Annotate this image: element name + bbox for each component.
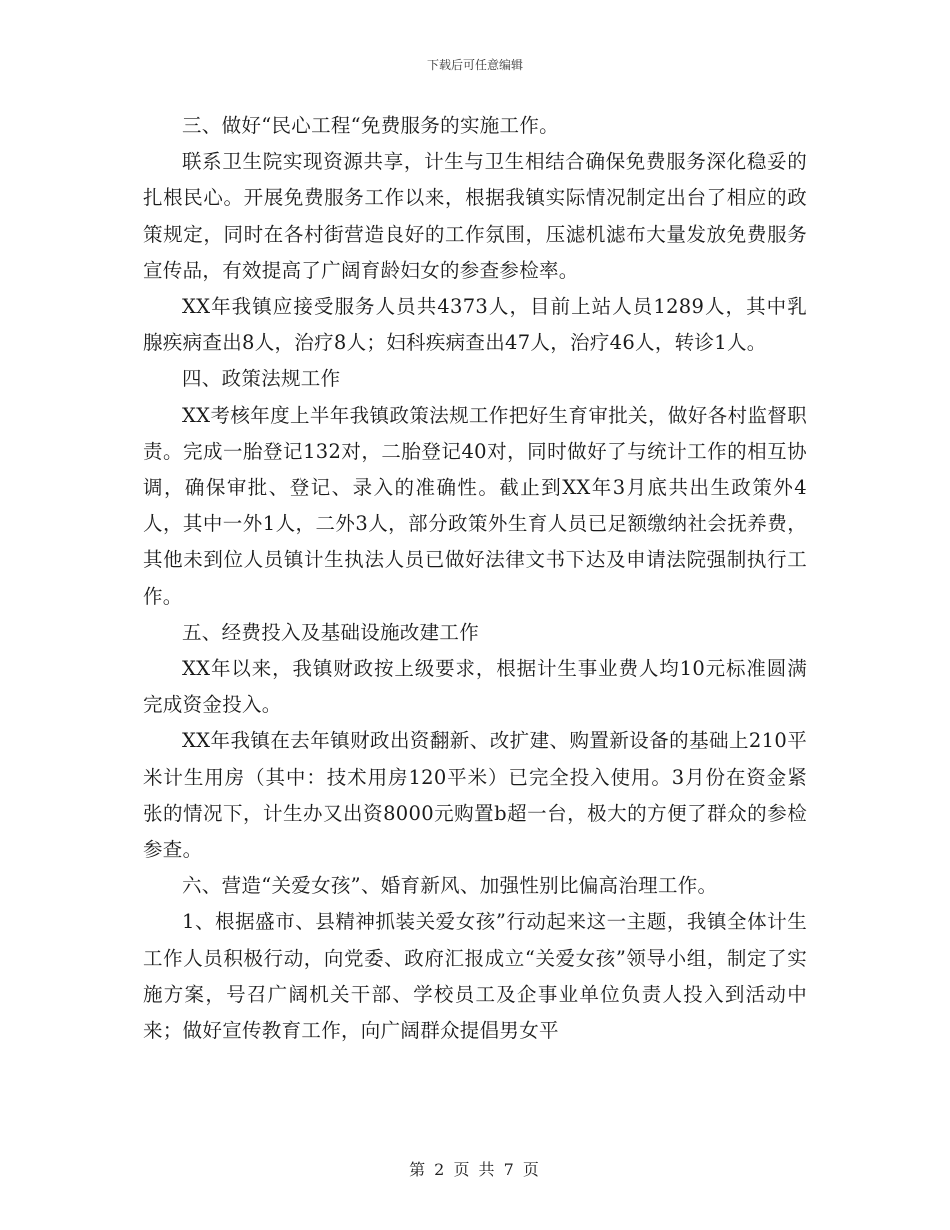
paragraph: XX年我镇在去年镇财政出资翻新、改扩建、购置新设备的基础上210平米计生用房（其中：技术用房120平米）已完全投入使用。3月份在资金紧张的情况下，计生办又出资8000元购置b超一台，极大的方便了群众的参检参查。 (143, 729, 807, 862)
paragraph: XX年我镇应接受服务人员共4373人，目前上站人员1289人，其中乳腺疾病查出8人，治疗8人；妇科疾病查出47人，治疗46人，转诊1人。 (143, 295, 807, 355)
section-heading-6: 六、营造“关爱女孩”、婚育新风、加强性别比偏高治理工作。 (182, 874, 718, 898)
paragraph: 1、根据盛市、县精神抓装关爱女孩”行动起来这一主题，我镇全体计生工作人员积极行动，向党委、政府汇报成立“关爱女孩”领导小组，制定了实施方案，号召广阔机关干部、学校员工及企事业单位负责人投入到活动中来；做好宣传教育工作，向广阔群众提倡男女平 (143, 910, 807, 1043)
paragraph: 联系卫生院实现资源共享，计生与卫生相结合确保免费服务深化稳妥的扎根民心。开展免费服务工作以来，根据我镇实际情况制定出台了相应的政策规定，同时在各村街营造良好的工作氛围，压滤机滤布大量发放免费服务宣传品，有效提高了广阔育龄妇女的参查参检率。 (143, 150, 807, 282)
document-body (143, 108, 807, 1049)
section-heading-3: 三、做好“民心工程“免费服务的实施工作。 (182, 114, 559, 137)
section-heading-4: 四、政策法规工作 (182, 367, 341, 391)
page-number-footer: 第 2 页 共 7 页 (409, 1160, 541, 1179)
page-header-note: 下载后可任意编辑 (426, 58, 523, 72)
paragraph: XX年以来，我镇财政按上级要求，根据计生事业费人均10元标准圆满完成资金投入。 (143, 657, 807, 717)
section-heading-5: 五、经费投入及基础设施改建工作 (182, 620, 480, 644)
paragraph: XX考核年度上半年我镇政策法规工作把好生育审批关，做好各村监督职责。完成一胎登记132对，二胎登记40对，同时做好了与统计工作的相互协调，确保审批、登记、录入的准确性。截止到XX年3月底共出生政策外4人，其中一外1人，二外3人，部分政策外生育人员已足额缴纳社会抚养费，其他未到位人员镇计生执法人员已做好法律文书下达及申请法院强制执行工作。 (143, 403, 807, 608)
